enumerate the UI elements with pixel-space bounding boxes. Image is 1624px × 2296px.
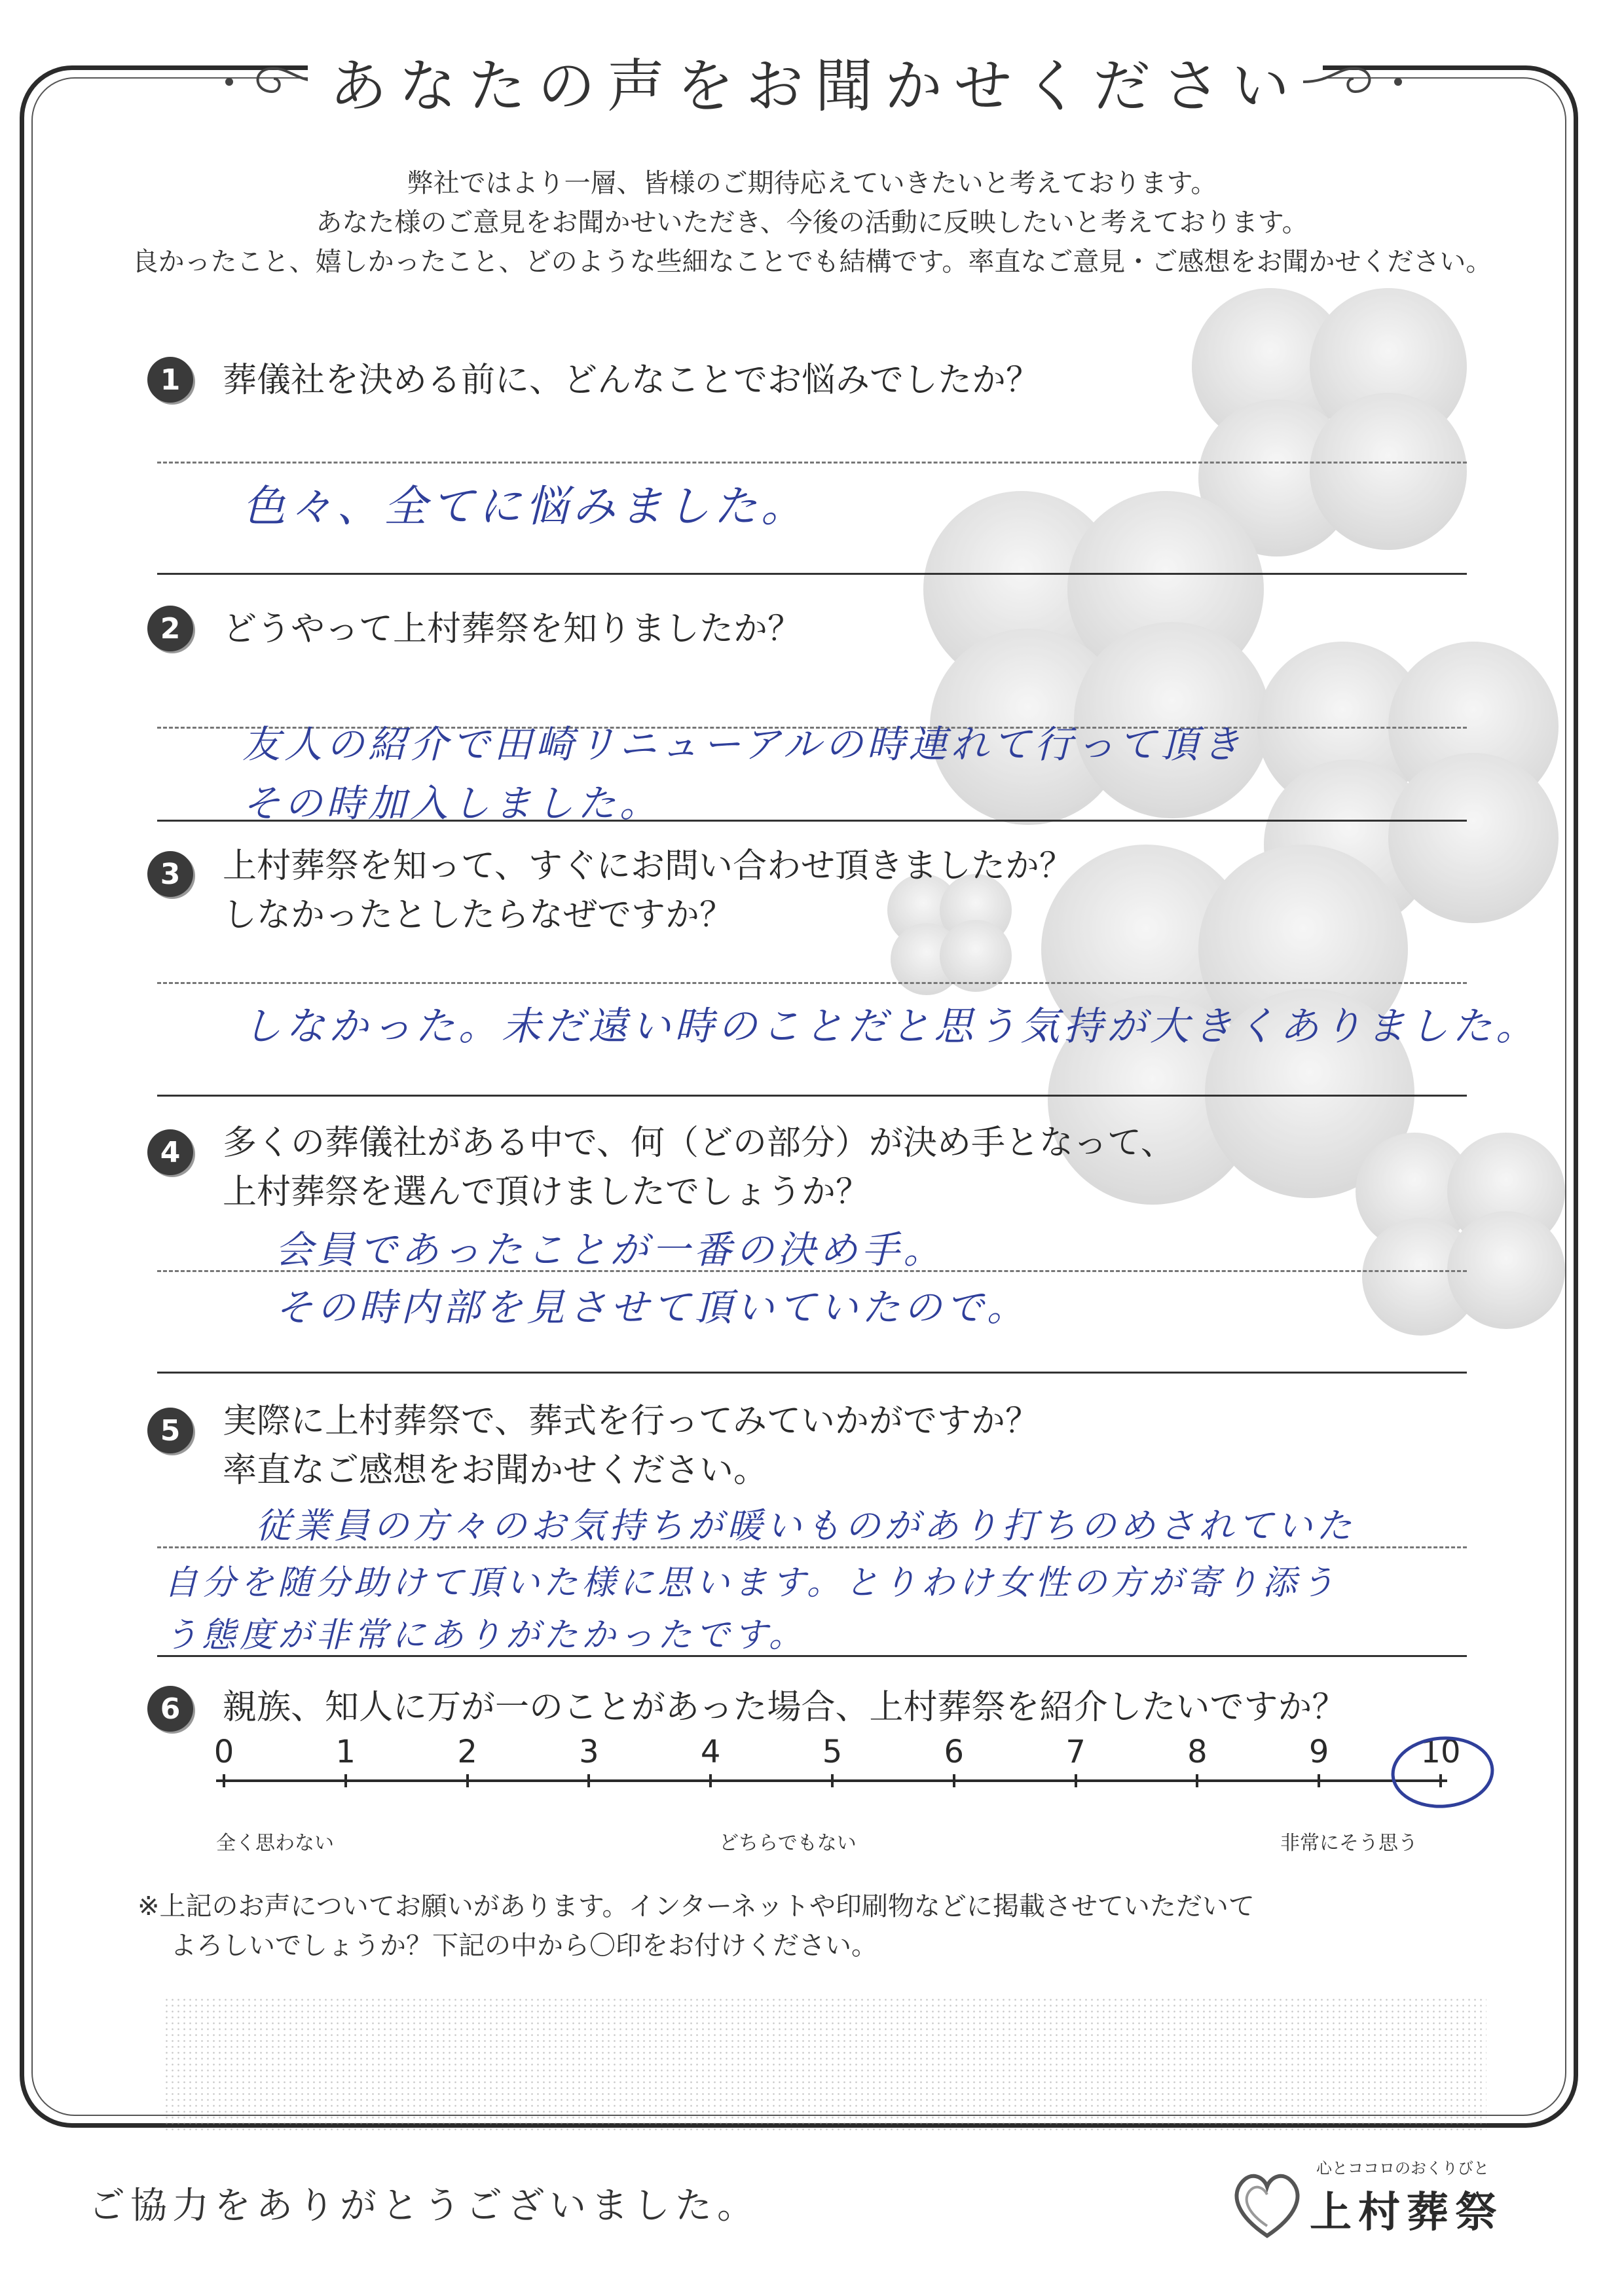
answer-guide-line — [157, 462, 1467, 464]
question-5-text-2: 率直なご感想をお聞かせください。 — [223, 1451, 768, 1490]
section-divider — [157, 1655, 1467, 1657]
scale-label-high: 非常にそう思う — [1280, 1832, 1418, 1855]
answer-guide-line — [157, 1546, 1467, 1548]
question-5-text-1: 実際に上村葬祭で、葬式を行ってみていかがですか？ — [223, 1402, 1039, 1441]
answer-5-line-2: 自分を随分助けて頂いた様に思います。とりわけ女性の方が寄り添う — [164, 1563, 1338, 1603]
section-divider — [157, 1095, 1467, 1097]
rating-number-9[interactable]: 9 — [1308, 1734, 1329, 1770]
logo-name: 上村葬祭 — [1310, 2189, 1504, 2237]
question-number-3: 3 — [147, 851, 193, 897]
consent-stamp-area — [164, 1997, 1486, 2134]
section-divider — [157, 820, 1467, 822]
rating-number-4[interactable]: 4 — [700, 1734, 721, 1770]
rating-number-6[interactable]: 6 — [944, 1734, 965, 1770]
question-number-1: 1 — [147, 357, 193, 403]
rating-tick — [1196, 1774, 1198, 1787]
title-band — [308, 46, 1323, 118]
rating-number-7[interactable]: 7 — [1065, 1734, 1086, 1770]
rating-number-3[interactable]: 3 — [579, 1734, 599, 1770]
consent-note-line-1: ※上記のお声についてお願いがあります。インターネットや印刷物などに掲載させていただいて — [138, 1891, 1255, 1922]
question-4-text-2: 上村葬祭を選んで頂けましたでしょうか？ — [223, 1173, 870, 1212]
question-number-4: 4 — [147, 1129, 193, 1175]
question-3-text-1: 上村葬祭を知って、すぐにお問い合わせ頂きましたか？ — [223, 847, 1073, 886]
question-1-text: 葬儀社を決める前に、どんなことでお悩みでしたか？ — [223, 361, 1041, 400]
logo-tagline: 心とココロのおくりびと — [1316, 2159, 1489, 2178]
section-divider — [157, 573, 1467, 575]
answer-3-line-1: しなかった。未だ遠い時のことだと思う気持が大きくありました。 — [242, 1004, 1539, 1049]
rating-number-10[interactable]: 10 — [1420, 1734, 1461, 1770]
answer-5-line-3: う態度が非常にありがたかったです。 — [164, 1616, 807, 1655]
answer-2-line-2: その時加入しました。 — [242, 781, 662, 826]
answer-1-line-1: 色々、全てに悩みました。 — [242, 481, 808, 532]
intro-line-1: 弊社ではより一層、皆様のご期待応えていきたいと考えております。 — [407, 168, 1217, 198]
answer-guide-line — [157, 1270, 1467, 1272]
question-number-5: 5 — [147, 1408, 193, 1453]
question-2-text: どうやって上村葬祭を知りましたか？ — [223, 610, 802, 649]
answer-4-line-2: その時内部を見させて頂いていたので。 — [275, 1285, 1029, 1330]
answer-2-line-1: 友人の紹介で田崎リニューアルの時連れて行って頂き — [242, 722, 1244, 767]
rating-tick — [223, 1774, 225, 1787]
rating-tick — [587, 1774, 590, 1787]
answer-guide-line — [157, 982, 1467, 984]
rating-tick — [344, 1774, 347, 1787]
rating-scale — [213, 1734, 1461, 1813]
question-number-6: 6 — [147, 1686, 193, 1732]
question-4-text-1: 多くの葬儀社がある中で、何（どの部分）が決め手となって、 — [223, 1123, 1175, 1163]
rating-number-1[interactable]: 1 — [335, 1734, 356, 1770]
consent-note-line-2: よろしいでしょうか？下記の中から〇印をお付けください。 — [170, 1931, 877, 1961]
scale-label-low: 全く思わない — [216, 1832, 334, 1855]
rating-tick — [1318, 1774, 1320, 1787]
right-flourish-icon — [1300, 62, 1411, 101]
rating-tick — [709, 1774, 712, 1787]
rating-number-2[interactable]: 2 — [457, 1734, 477, 1770]
question-number-2: 2 — [147, 606, 193, 651]
rating-tick — [1075, 1774, 1077, 1787]
rating-tick — [953, 1774, 955, 1787]
page-title: あなたの声をお聞かせください — [329, 52, 1301, 120]
answer-4-line-1: 会員であったことが一番の決め手。 — [275, 1228, 946, 1272]
question-3-text-2: しなかったとしたらなぜですか？ — [223, 896, 734, 935]
rating-number-0[interactable]: 0 — [213, 1734, 234, 1770]
intro-line-2: あなた様のご意見をお聞かせいただき、今後の活動に反映したいと考えております。 — [316, 208, 1308, 238]
answer-5-line-1: 従業員の方々のお気持ちが暖いものがあり打ちのめされていた — [255, 1505, 1356, 1546]
rating-number-8[interactable]: 8 — [1187, 1734, 1208, 1770]
rating-number-5[interactable]: 5 — [822, 1734, 843, 1770]
intro-line-3: 良かったこと、嬉しかったこと、どのような些細なことでも結構です。率直なご意見・ご感想をお聞かせください。 — [132, 247, 1492, 277]
question-6-text: 親族、知人に万が一のことがあった場合、上村葬祭を紹介したいですか？ — [223, 1688, 1346, 1727]
thanks-message: ご協力をありがとうございました。 — [88, 2185, 759, 2227]
section-divider — [157, 1372, 1467, 1374]
heart-logo-icon — [1225, 2160, 1310, 2246]
rating-tick — [466, 1774, 469, 1787]
selected-rating-circle — [1385, 1732, 1503, 1817]
rating-tick — [831, 1774, 834, 1787]
scale-label-mid: どちらでもない — [719, 1832, 857, 1855]
